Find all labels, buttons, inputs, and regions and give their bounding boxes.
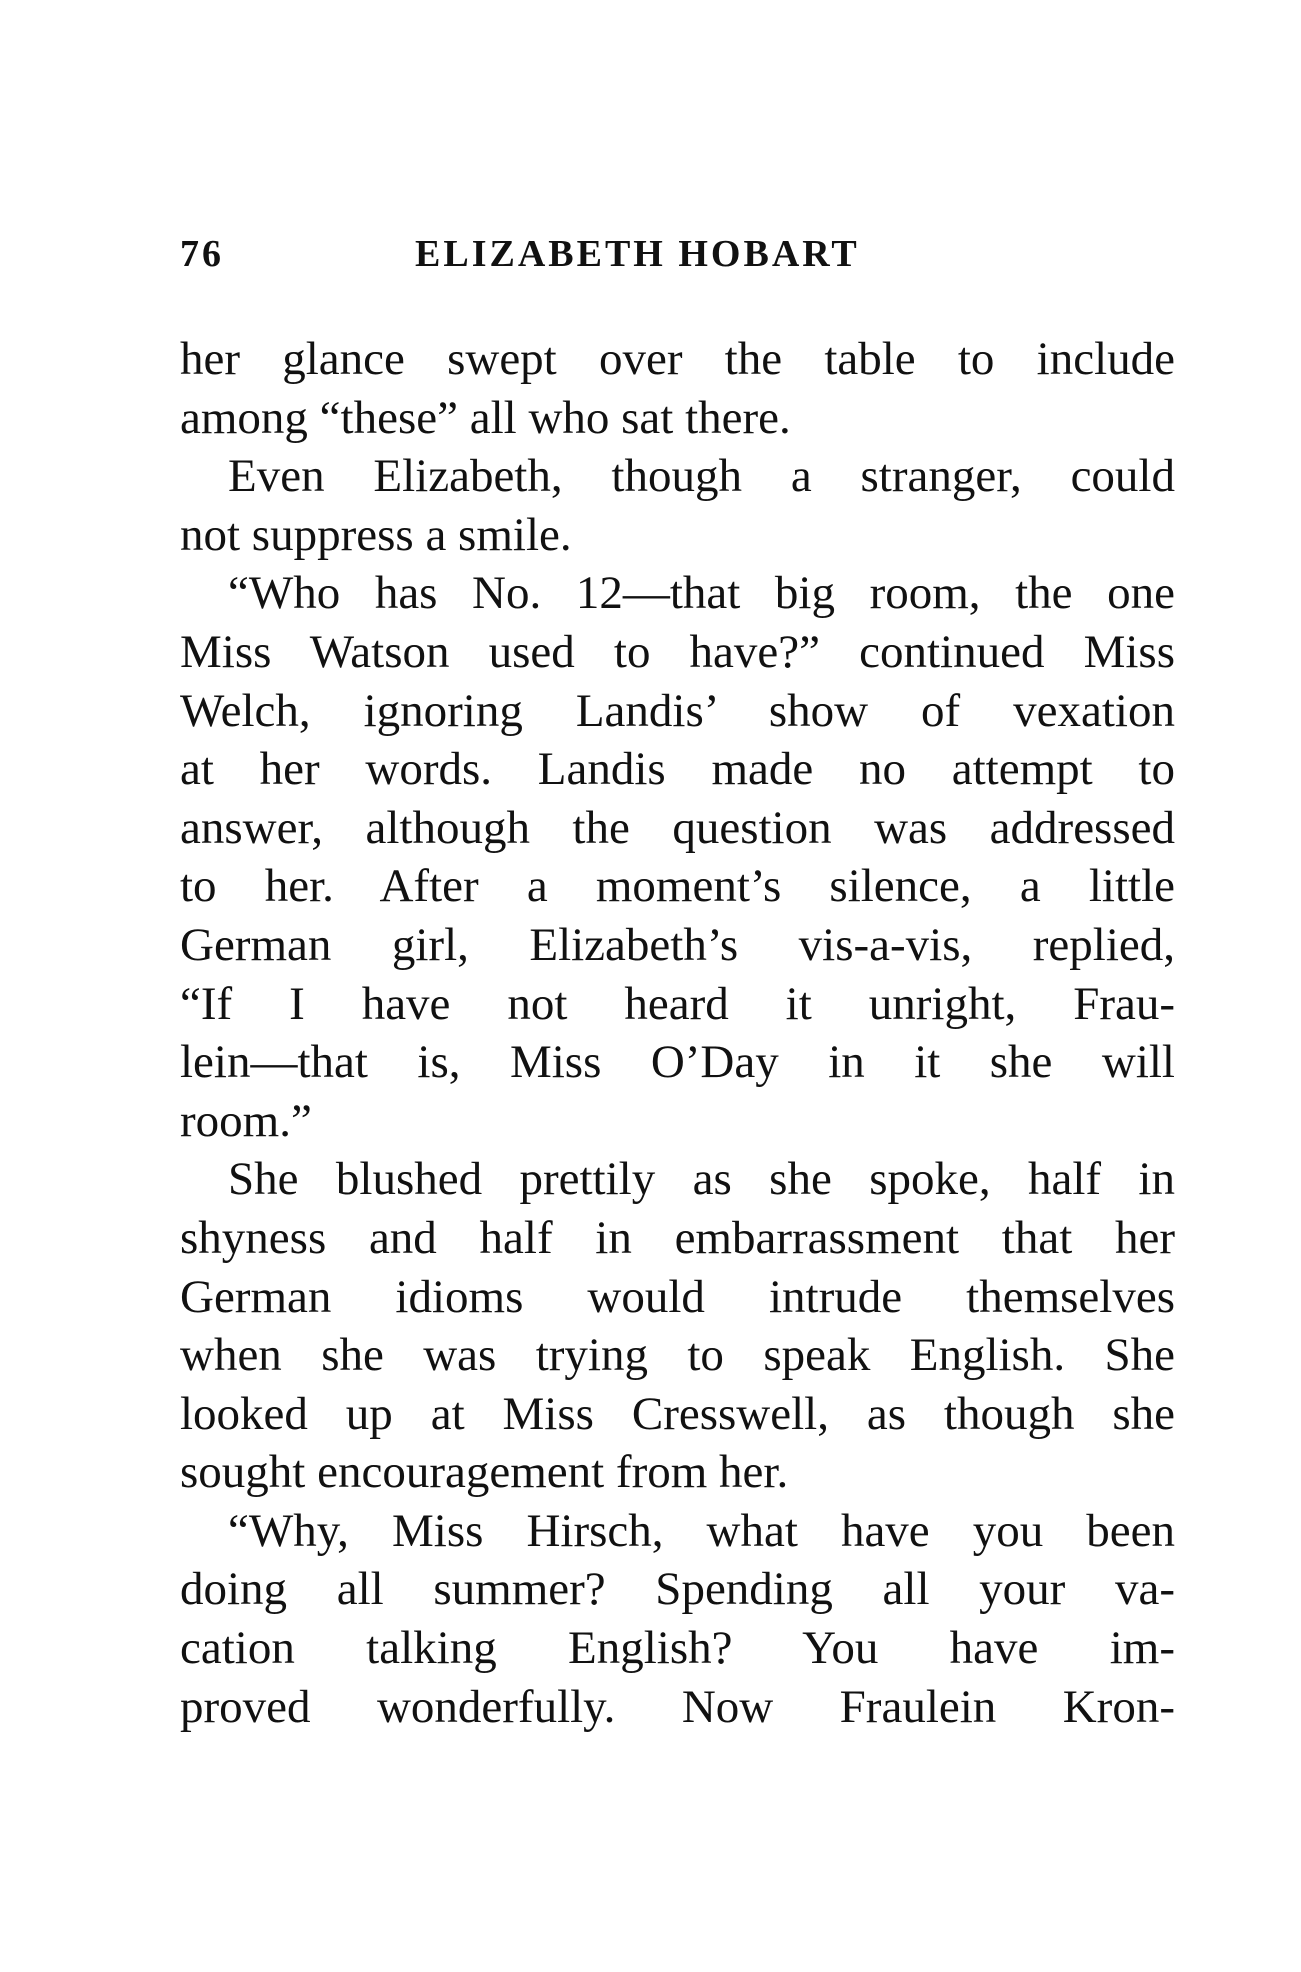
text-line: shyness and half in embarrassment that her	[180, 1211, 1175, 1264]
text-line: to her. After a moment’s silence, a little	[180, 860, 1175, 913]
text-line: Welch, ignoring Landis’ show of vexation	[180, 684, 1175, 737]
text-line: looked up at Miss Cresswell, as though she	[180, 1387, 1175, 1440]
running-title: ELIZABETH HOBART	[415, 233, 860, 275]
text-line: Miss Watson used to have?” continued Miss	[180, 625, 1175, 678]
text-line: sought encouragement from her.	[180, 1446, 789, 1499]
body-text	[180, 330, 1175, 1736]
text-line: German girl, Elizabeth’s vis-a-vis, replied,	[180, 918, 1175, 971]
text-line: room.”	[180, 1094, 312, 1147]
text-line: when she was trying to speak English. She	[180, 1329, 1175, 1382]
text-line: doing all summer? Spending all your va-	[180, 1563, 1175, 1616]
text-line: at her words. Landis made no attempt to	[180, 743, 1175, 796]
text-line: answer, although the question was addressed	[180, 801, 1175, 854]
text-line: proved wonderfully. Now Fraulein Kron-	[180, 1680, 1175, 1733]
text-line: not suppress a smile.	[180, 508, 572, 561]
text-line: Even Elizabeth, though a stranger, could	[228, 450, 1175, 503]
text-line: among “these” all who sat there.	[180, 391, 791, 444]
page-header	[180, 232, 1060, 292]
text-line: lein—that is, Miss O’Day in it she will	[180, 1036, 1175, 1089]
text-line: “If I have not heard it unright, Frau-	[180, 977, 1175, 1030]
page-number: 76	[180, 233, 224, 275]
text-line: cation talking English? You have im-	[180, 1622, 1175, 1675]
text-line: German idioms would intrude themselves	[180, 1270, 1175, 1323]
text-line: She blushed prettily as she spoke, half in	[228, 1153, 1175, 1206]
text-line: “Why, Miss Hirsch, what have you been	[228, 1504, 1175, 1557]
text-line: her glance swept over the table to include	[180, 333, 1175, 385]
text-line: “Who has No. 12—that big room, the one	[228, 567, 1175, 620]
